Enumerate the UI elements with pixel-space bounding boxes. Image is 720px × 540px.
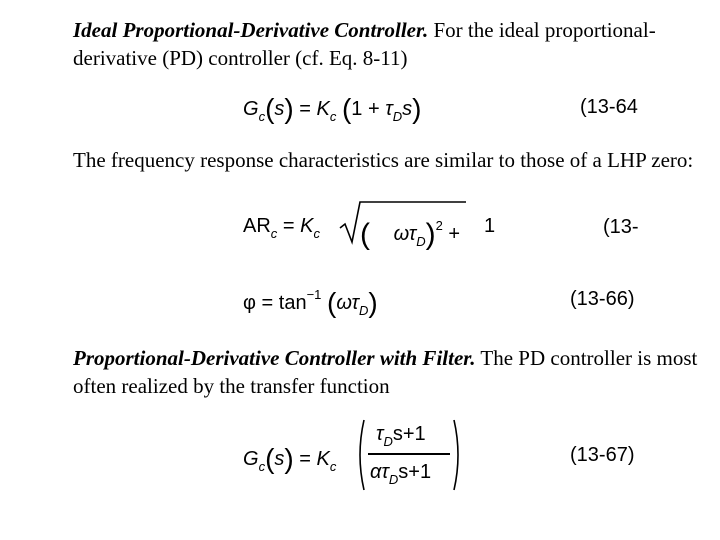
denominator-rest: s+1 (398, 461, 432, 483)
equation-number: (13-66) (570, 288, 635, 310)
fraction-numerator (376, 423, 426, 449)
paren-open: ( (360, 218, 370, 251)
symbol-omega: ω (393, 223, 409, 245)
equation-amplitude-ratio (243, 215, 320, 241)
symbol-s: s (402, 98, 413, 120)
radicand (360, 216, 461, 251)
symbol-tau: τ (376, 423, 384, 445)
symbol-alpha: α (370, 461, 382, 483)
paren-close: ) (284, 443, 294, 474)
paragraph-frequency-response (73, 146, 718, 174)
symbol-K: K (316, 448, 330, 470)
paragraph-text: The frequency response characteristics are similar to those of a LHP zero: (73, 148, 694, 172)
equation-number: (13- (603, 216, 639, 238)
symbol-s: s (274, 98, 285, 120)
paragraph-pd-with-filter (73, 344, 718, 400)
paren-open: ( (265, 443, 275, 474)
equation-13-64 (243, 92, 422, 124)
equation-13-66 (243, 286, 378, 318)
fraction-denominator (370, 461, 432, 487)
equals-sign: = (299, 448, 311, 470)
subscript-c: c (313, 226, 320, 241)
paren-open: ( (341, 93, 352, 124)
subscript-c: c (329, 109, 337, 124)
subscript-c: c (329, 459, 337, 474)
subscript-c: c (258, 109, 266, 124)
subscript-D: D (383, 434, 393, 449)
number-one: 1 (484, 215, 496, 237)
symbol-tau: τ (381, 461, 389, 483)
symbol-phi: φ (243, 292, 256, 314)
equation-number: (13-64 (580, 96, 638, 118)
subscript-D: D (388, 472, 399, 487)
fraction-bar (368, 453, 450, 455)
symbol-G: G (243, 448, 259, 470)
symbol-AR: AR (243, 215, 271, 237)
plus-sign: + (367, 98, 380, 120)
subscript-D: D (416, 234, 426, 249)
subscript-c: c (258, 459, 266, 474)
superscript-minus-one: −1 (306, 287, 322, 302)
equation-13-67-lhs (243, 442, 337, 474)
symbol-K: K (300, 215, 314, 237)
number-one: 1 (351, 98, 363, 120)
subscript-c: c (270, 226, 278, 241)
paragraph-text: For the ideal proportional-derivative (PD) controller (cf. Eq. 8-11) (73, 18, 656, 70)
paren-close: ) (412, 93, 422, 124)
function-tan: tan (278, 292, 307, 314)
symbol-tau: τ (408, 223, 417, 245)
paren-close: ) (425, 218, 436, 251)
paragraph-ideal-pd (73, 16, 718, 72)
paren-close: ) (368, 287, 378, 318)
symbol-omega: ω (336, 292, 352, 314)
numerator-rest: s+1 (392, 423, 426, 445)
symbol-tau: τ (385, 98, 393, 120)
symbol-G: G (243, 98, 259, 120)
symbol-K: K (316, 98, 330, 120)
subscript-D: D (358, 303, 369, 318)
heading-pd-with-filter: Proportional-Derivative Controller with Filter. (73, 346, 476, 370)
superscript-two: 2 (435, 218, 443, 233)
heading-ideal-pd: Ideal Proportional-Derivative Controller. (73, 18, 429, 42)
paragraph-text: The PD controller is most often realized by the transfer function (73, 346, 698, 398)
equals-sign: = (299, 98, 311, 120)
symbol-tau: τ (351, 292, 359, 314)
paren-close: ) (284, 93, 294, 124)
paren-open: ( (326, 287, 337, 318)
symbol-s: s (274, 448, 285, 470)
subscript-D: D (392, 109, 403, 124)
fraction (368, 420, 452, 490)
paren-open: ( (265, 93, 275, 124)
plus-sign: + (448, 223, 461, 245)
equals-sign: = (282, 215, 295, 237)
equals-sign: = (261, 292, 274, 314)
equation-number: (13-67) (570, 444, 635, 466)
